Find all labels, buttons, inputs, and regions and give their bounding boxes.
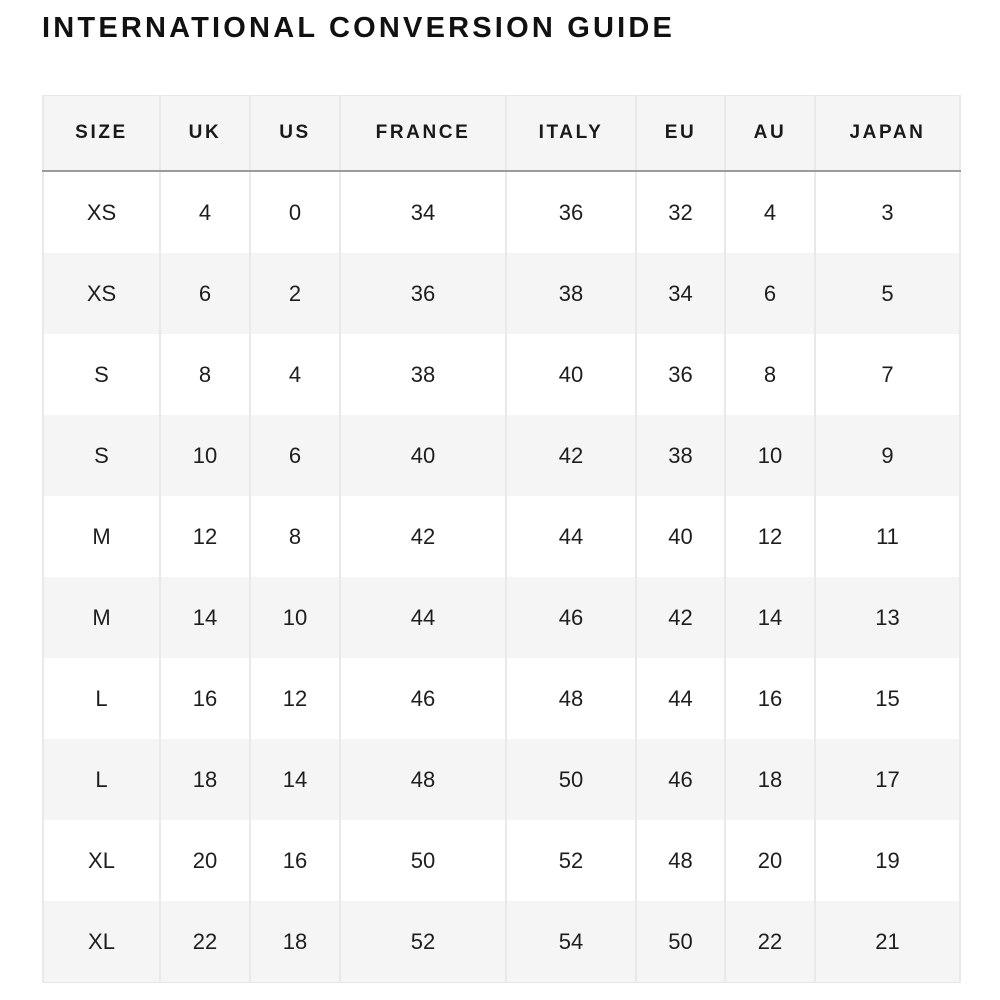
column-header-size: SIZE xyxy=(43,96,160,172)
column-header-japan: JAPAN xyxy=(815,96,960,172)
table-row xyxy=(43,739,960,820)
cell-eu: 38 xyxy=(636,415,725,496)
header-row xyxy=(43,96,960,172)
cell-japan: 13 xyxy=(815,577,960,658)
cell-us: 10 xyxy=(250,577,340,658)
size-conversion-table xyxy=(42,95,961,983)
table-row xyxy=(43,820,960,901)
cell-au: 12 xyxy=(725,496,815,577)
cell-au: 10 xyxy=(725,415,815,496)
cell-france: 44 xyxy=(340,577,506,658)
cell-italy: 40 xyxy=(506,334,636,415)
cell-japan: 7 xyxy=(815,334,960,415)
table-row xyxy=(43,171,960,253)
cell-uk: 6 xyxy=(160,253,250,334)
cell-au: 4 xyxy=(725,171,815,253)
table-row xyxy=(43,901,960,983)
cell-us: 14 xyxy=(250,739,340,820)
cell-eu: 48 xyxy=(636,820,725,901)
cell-japan: 11 xyxy=(815,496,960,577)
table-row xyxy=(43,496,960,577)
cell-eu: 42 xyxy=(636,577,725,658)
column-header-au: AU xyxy=(725,96,815,172)
cell-japan: 5 xyxy=(815,253,960,334)
cell-uk: 20 xyxy=(160,820,250,901)
cell-au: 6 xyxy=(725,253,815,334)
page-title: INTERNATIONAL CONVERSION GUIDE xyxy=(42,12,676,44)
cell-italy: 38 xyxy=(506,253,636,334)
cell-eu: 36 xyxy=(636,334,725,415)
cell-france: 34 xyxy=(340,171,506,253)
cell-uk: 8 xyxy=(160,334,250,415)
cell-france: 40 xyxy=(340,415,506,496)
cell-japan: 17 xyxy=(815,739,960,820)
cell-eu: 32 xyxy=(636,171,725,253)
cell-uk: 4 xyxy=(160,171,250,253)
cell-eu: 40 xyxy=(636,496,725,577)
cell-us: 16 xyxy=(250,820,340,901)
cell-france: 42 xyxy=(340,496,506,577)
cell-uk: 12 xyxy=(160,496,250,577)
cell-uk: 22 xyxy=(160,901,250,983)
cell-france: 52 xyxy=(340,901,506,983)
cell-italy: 52 xyxy=(506,820,636,901)
column-header-eu: EU xyxy=(636,96,725,172)
cell-size: L xyxy=(43,739,160,820)
cell-france: 36 xyxy=(340,253,506,334)
column-header-us: US xyxy=(250,96,340,172)
cell-eu: 50 xyxy=(636,901,725,983)
cell-au: 8 xyxy=(725,334,815,415)
cell-au: 14 xyxy=(725,577,815,658)
cell-size: XS xyxy=(43,253,160,334)
cell-france: 38 xyxy=(340,334,506,415)
cell-size: S xyxy=(43,415,160,496)
cell-us: 0 xyxy=(250,171,340,253)
cell-au: 20 xyxy=(725,820,815,901)
table-row xyxy=(43,415,960,496)
cell-italy: 44 xyxy=(506,496,636,577)
cell-italy: 54 xyxy=(506,901,636,983)
cell-size: XL xyxy=(43,820,160,901)
cell-france: 48 xyxy=(340,739,506,820)
table-row xyxy=(43,658,960,739)
cell-uk: 14 xyxy=(160,577,250,658)
cell-us: 8 xyxy=(250,496,340,577)
cell-japan: 19 xyxy=(815,820,960,901)
cell-italy: 42 xyxy=(506,415,636,496)
cell-au: 18 xyxy=(725,739,815,820)
cell-size: M xyxy=(43,496,160,577)
cell-us: 12 xyxy=(250,658,340,739)
cell-italy: 36 xyxy=(506,171,636,253)
cell-us: 6 xyxy=(250,415,340,496)
cell-us: 4 xyxy=(250,334,340,415)
cell-size: S xyxy=(43,334,160,415)
table-row xyxy=(43,577,960,658)
column-header-uk: UK xyxy=(160,96,250,172)
cell-uk: 18 xyxy=(160,739,250,820)
cell-france: 50 xyxy=(340,820,506,901)
cell-japan: 3 xyxy=(815,171,960,253)
cell-us: 18 xyxy=(250,901,340,983)
cell-size: L xyxy=(43,658,160,739)
cell-size: M xyxy=(43,577,160,658)
cell-italy: 48 xyxy=(506,658,636,739)
cell-italy: 50 xyxy=(506,739,636,820)
table-body xyxy=(43,171,960,983)
cell-size: XS xyxy=(43,171,160,253)
cell-eu: 46 xyxy=(636,739,725,820)
cell-eu: 34 xyxy=(636,253,725,334)
cell-us: 2 xyxy=(250,253,340,334)
column-header-france: FRANCE xyxy=(340,96,506,172)
table-header xyxy=(43,96,960,172)
cell-france: 46 xyxy=(340,658,506,739)
cell-uk: 16 xyxy=(160,658,250,739)
cell-japan: 9 xyxy=(815,415,960,496)
cell-uk: 10 xyxy=(160,415,250,496)
table-row xyxy=(43,253,960,334)
table-row xyxy=(43,334,960,415)
cell-size: XL xyxy=(43,901,160,983)
cell-italy: 46 xyxy=(506,577,636,658)
cell-eu: 44 xyxy=(636,658,725,739)
cell-au: 22 xyxy=(725,901,815,983)
cell-japan: 15 xyxy=(815,658,960,739)
column-header-italy: ITALY xyxy=(506,96,636,172)
cell-au: 16 xyxy=(725,658,815,739)
cell-japan: 21 xyxy=(815,901,960,983)
